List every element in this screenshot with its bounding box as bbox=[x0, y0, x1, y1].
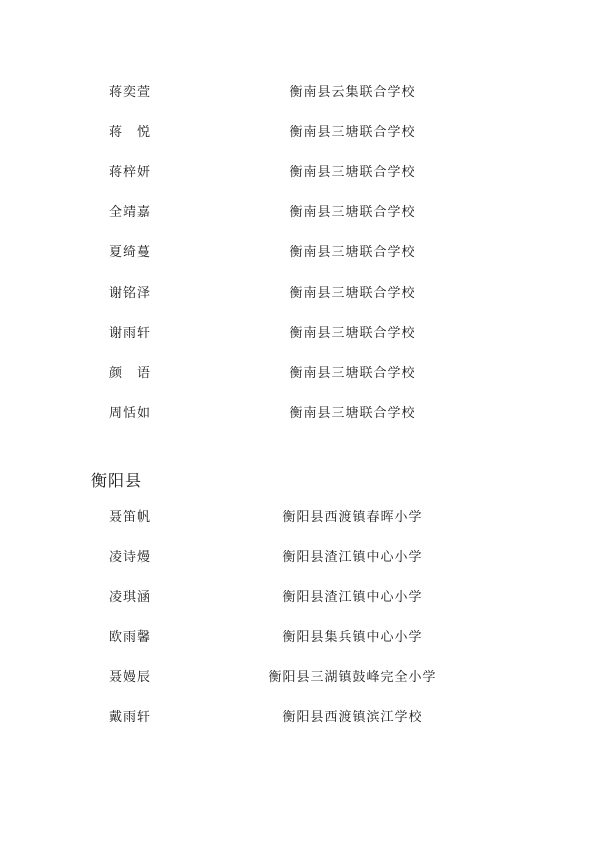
list-item bbox=[0, 708, 600, 728]
list-item bbox=[0, 203, 600, 223]
student-name: 夏绮蔓 bbox=[108, 245, 151, 260]
school-name: 衡阳县西渡镇春晖小学 bbox=[282, 510, 423, 525]
student-name: 周恬如 bbox=[108, 406, 151, 421]
school-name: 衡阳县集兵镇中心小学 bbox=[282, 630, 423, 645]
student-name: 蒋 悦 bbox=[108, 125, 151, 140]
school-name: 衡南县三塘联合学校 bbox=[289, 366, 416, 381]
student-name: 谢铭泽 bbox=[108, 286, 151, 301]
list-item bbox=[0, 163, 600, 183]
school-name: 衡阳县西渡镇滨江学校 bbox=[282, 710, 423, 725]
student-name: 全靖嘉 bbox=[108, 205, 151, 220]
list-item bbox=[0, 324, 600, 344]
student-name: 聂嫚辰 bbox=[108, 670, 151, 685]
school-name: 衡南县三塘联合学校 bbox=[289, 125, 416, 140]
school-name: 衡南县三塘联合学校 bbox=[289, 286, 416, 301]
list-item bbox=[0, 508, 600, 528]
list-item bbox=[0, 243, 600, 263]
school-name: 衡南县三塘联合学校 bbox=[289, 245, 416, 260]
school-name: 衡阳县渣江镇中心小学 bbox=[282, 590, 423, 605]
student-name: 欧雨馨 bbox=[108, 630, 151, 645]
list-item bbox=[0, 123, 600, 143]
list-item bbox=[0, 668, 600, 688]
school-name: 衡南县三塘联合学校 bbox=[289, 326, 416, 341]
list-item bbox=[0, 404, 600, 424]
list-item bbox=[0, 284, 600, 304]
school-name: 衡南县云集联合学校 bbox=[289, 85, 416, 100]
school-name: 衡南县三塘联合学校 bbox=[289, 205, 416, 220]
school-name: 衡南县三塘联合学校 bbox=[289, 406, 416, 421]
student-name: 戴雨轩 bbox=[108, 710, 151, 725]
student-name: 颜 语 bbox=[108, 366, 151, 381]
student-name: 蒋奕萱 bbox=[108, 85, 151, 100]
student-name: 谢雨轩 bbox=[108, 326, 151, 341]
list-item bbox=[0, 83, 600, 103]
student-name: 蒋梓妍 bbox=[108, 165, 151, 180]
school-name: 衡南县三塘联合学校 bbox=[289, 165, 416, 180]
list-item bbox=[0, 628, 600, 648]
school-name: 衡阳县三湖镇鼓峰完全小学 bbox=[268, 670, 437, 685]
student-name: 聂笛帆 bbox=[108, 510, 151, 525]
school-name: 衡阳县渣江镇中心小学 bbox=[282, 550, 423, 565]
section-heading: 衡阳县 bbox=[91, 471, 143, 490]
list-item bbox=[0, 548, 600, 568]
list-item bbox=[0, 588, 600, 608]
list-item bbox=[0, 364, 600, 384]
student-name: 凌琪涵 bbox=[108, 590, 151, 605]
student-name: 凌诗熳 bbox=[108, 550, 151, 565]
